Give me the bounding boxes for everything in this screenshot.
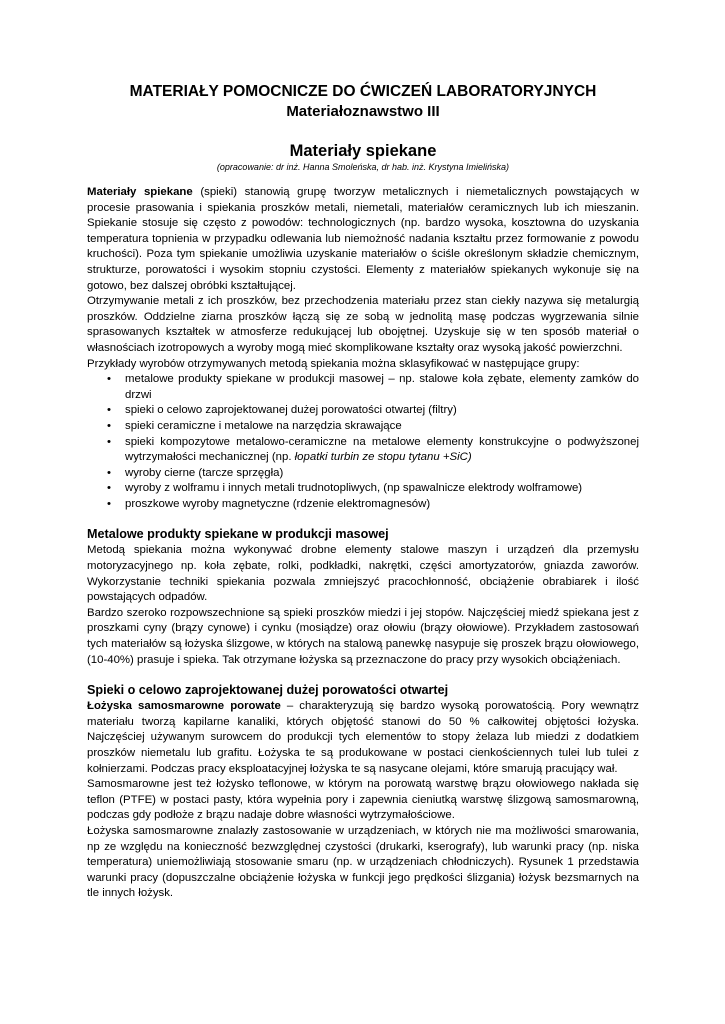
list-item-text: spieki ceramiczne i metalowe na narzędzia skrawające (125, 419, 402, 432)
list-item-text: wyroby z wolframu i innych metali trudnotopliwych, (np spawalnicze elektrody wolframowe) (125, 482, 583, 495)
list-item (87, 466, 639, 482)
document-page (87, 82, 639, 902)
bullet-icon: • (107, 435, 111, 448)
document-header-subtitle: Materiałoznawstwo III (286, 103, 440, 120)
list-item-text: metalowe produkty spiekane w produkcji masowej – np. stalowe koła zębate, elementy zamków do drzwi (125, 373, 639, 401)
section2-paragraph-1 (87, 699, 639, 777)
intro-paragraph-2: Otrzymywanie metali z ich proszków, bez przechodzenia materiału przez stan ciekły nazywa się metalurgią proszków. Oddzielne ziarna proszków łączą się ze sobą w jednolitą masę podczas wygrzewania silnie sprasowanych kształtek w atmosferze redukującej lub obojętnej. Uzyskuje się w ten sposób materiał o własnościach izotropowych a wyroby mogą mieć skomplikowane kształty oraz wysoką jakość powierzchni. (87, 295, 639, 354)
intro-paragraph-1 (87, 185, 639, 294)
bullet-icon: • (107, 373, 111, 386)
intro-lead-bold: Materiały spiekane (87, 186, 193, 198)
list-item (87, 435, 639, 466)
section2-lead-text: – charakteryzują się bardzo wysoką porowatością. Pory wewnątrz materiału tworzą kapilarne kanaliki, których objętość stanowi do 50 % całkowitej objętości łożyska. Najczęściej używanym surowcem do produkcji tych elementów to stopy żelaza lub miedzi z dodatkiem proszków niemetalu lub grafitu. Łożyska te są produkowane w postaci cienkościennych tulei lub tulei z kołnierzami. Podczas pracy eksploatacyjnej łożyska te są nasycane olejami, które smarują pracujący wał. (87, 700, 639, 775)
list-item-text: spieki kompozytowe metalowo-ceramiczne na metalowe elementy konstrukcyjne o podwyższonej wytrzymałości mechanicznej (np. (125, 435, 639, 464)
bullet-icon: • (107, 466, 111, 479)
document-header-title: MATERIAŁY POMOCNICZE DO ĆWICZEŃ LABORATORYJNYCH (129, 83, 597, 100)
document-title: Materiały spiekane (289, 142, 437, 160)
product-group-list (87, 372, 639, 512)
section1-paragraph-2: Bardzo szeroko rozpowszechnione są spieki proszków miedzi i jej stopów. Najczęściej miedź spiekana jest z proszkami cyny (brązy cynowe) i cynku (mosiądze) oraz ołowiu (brązy ołowiowe). Przykładem zastosowań tych materiałów są łożyska ślizgowe, w których na stalową panewkę nasypuje się proszek brązu ołowiowego, (10-40%) prasuje i spieka. Tak otrzymane łożyska są przeznaczone do pracy przy wysokich obciążeniach. (87, 606, 639, 666)
section-heading-porous-sinters: Spieki o celowo zaprojektowanej dużej porowatości otwartej (87, 683, 449, 698)
list-item (87, 481, 639, 497)
section-heading-mass-production: Metalowe produkty spiekane w produkcji masowej (87, 527, 389, 542)
section1-paragraph-1: Metodą spiekania można wykonywać drobne elementy stalowe maszyn i urządzeń dla przemysłu motoryzacyjnego np. koła zębate, rolki, podkładki, nakrętki, części amortyzatorów, gniazda zaworów. Wykorzystanie techniki spiekania pozwala zmniejszyć pracochłonność, obciążenie obrabiarek i ilość powstających odpadów. (87, 544, 639, 604)
section2-paragraph-2: Samosmarowne jest też łożysko teflonowe, w którym na porowatą warstwę brązu ołowiowego nakłada się teflon (PTFE) w postaci pasty, która wypełnia pory i zapewnia cieniutką warstwę ślizgową samosmarowną, podczas gdy podłoże z brązu nadaje dobre własności wytrzymałościowe. (87, 778, 639, 822)
bullet-icon: • (107, 419, 111, 432)
bullet-icon: • (107, 404, 111, 417)
list-item-text: wyroby cierne (tarcze sprzęgła) (125, 466, 284, 479)
intro-paragraph-3: Przykłady wyrobów otrzymywanych metodą spiekania można sklasyfikować w następujące grupy: (87, 357, 580, 370)
section2-lead-bold: Łożyska samosmarowne porowate (87, 700, 281, 713)
bullet-icon: • (107, 497, 111, 510)
list-item-italic: łopatki turbin ze stopu tytanu +SiC) (294, 451, 472, 464)
list-item-text: proszkowe wyroby magnetyczne (rdzenie elektromagnesów) (125, 497, 431, 510)
bullet-icon: • (107, 482, 111, 495)
document-credits: (opracowanie: dr inż. Hanna Smoleńska, dr hab. inż. Krystyna Imielińska) (216, 162, 510, 172)
list-item (87, 403, 639, 419)
list-item (87, 419, 639, 435)
list-item (87, 372, 639, 403)
list-item (87, 497, 639, 513)
intro-lead-text: (spieki) stanowią grupę tworzyw metalicznych i niemetalicznych powstających w procesie prasowania i spiekania proszków metali, niemetali, materiałów ceramicznych lub ich mieszanin. Spiekanie stosuje się często z powodów: technologicznych (np. bardzo wysoka, kosztowna do uzyskania temperatura topnienia w przypadku odlewania lub niemożność nadania kształtu przez formowanie z powodu kruchości). Poza tym spiekanie umożliwia uzyskanie materiałów o ściśle określonym składzie chemicznym, strukturze, porowatości i wysokim stopniu czystości. Elementy z materiałów spiekanych wykonuje się na gotowo, bez dalszej obróbki kształtującej. (87, 186, 639, 292)
list-item-text: spieki o celowo zaprojektowanej dużej porowatości otwartej (filtry) (125, 404, 457, 417)
section2-paragraph-3: Łożyska samosmarowne znalazły zastosowanie w urządzeniach, w których nie ma możliwości smarowania, np ze względu na konieczność bezwzględnej czystości (drukarki, kserografy), lub warunki pracy (np. niska temperatura) uniemożliwiają stosowanie smaru (np. w urządzeniach chłodniczych). Rysunek 1 przedstawia warunki pracy (dopuszczalne obciążenie łożyska w funkcji jego prędkości ślizgania) łożysk bezsmarnych na tle innych łożysk. (87, 824, 639, 900)
